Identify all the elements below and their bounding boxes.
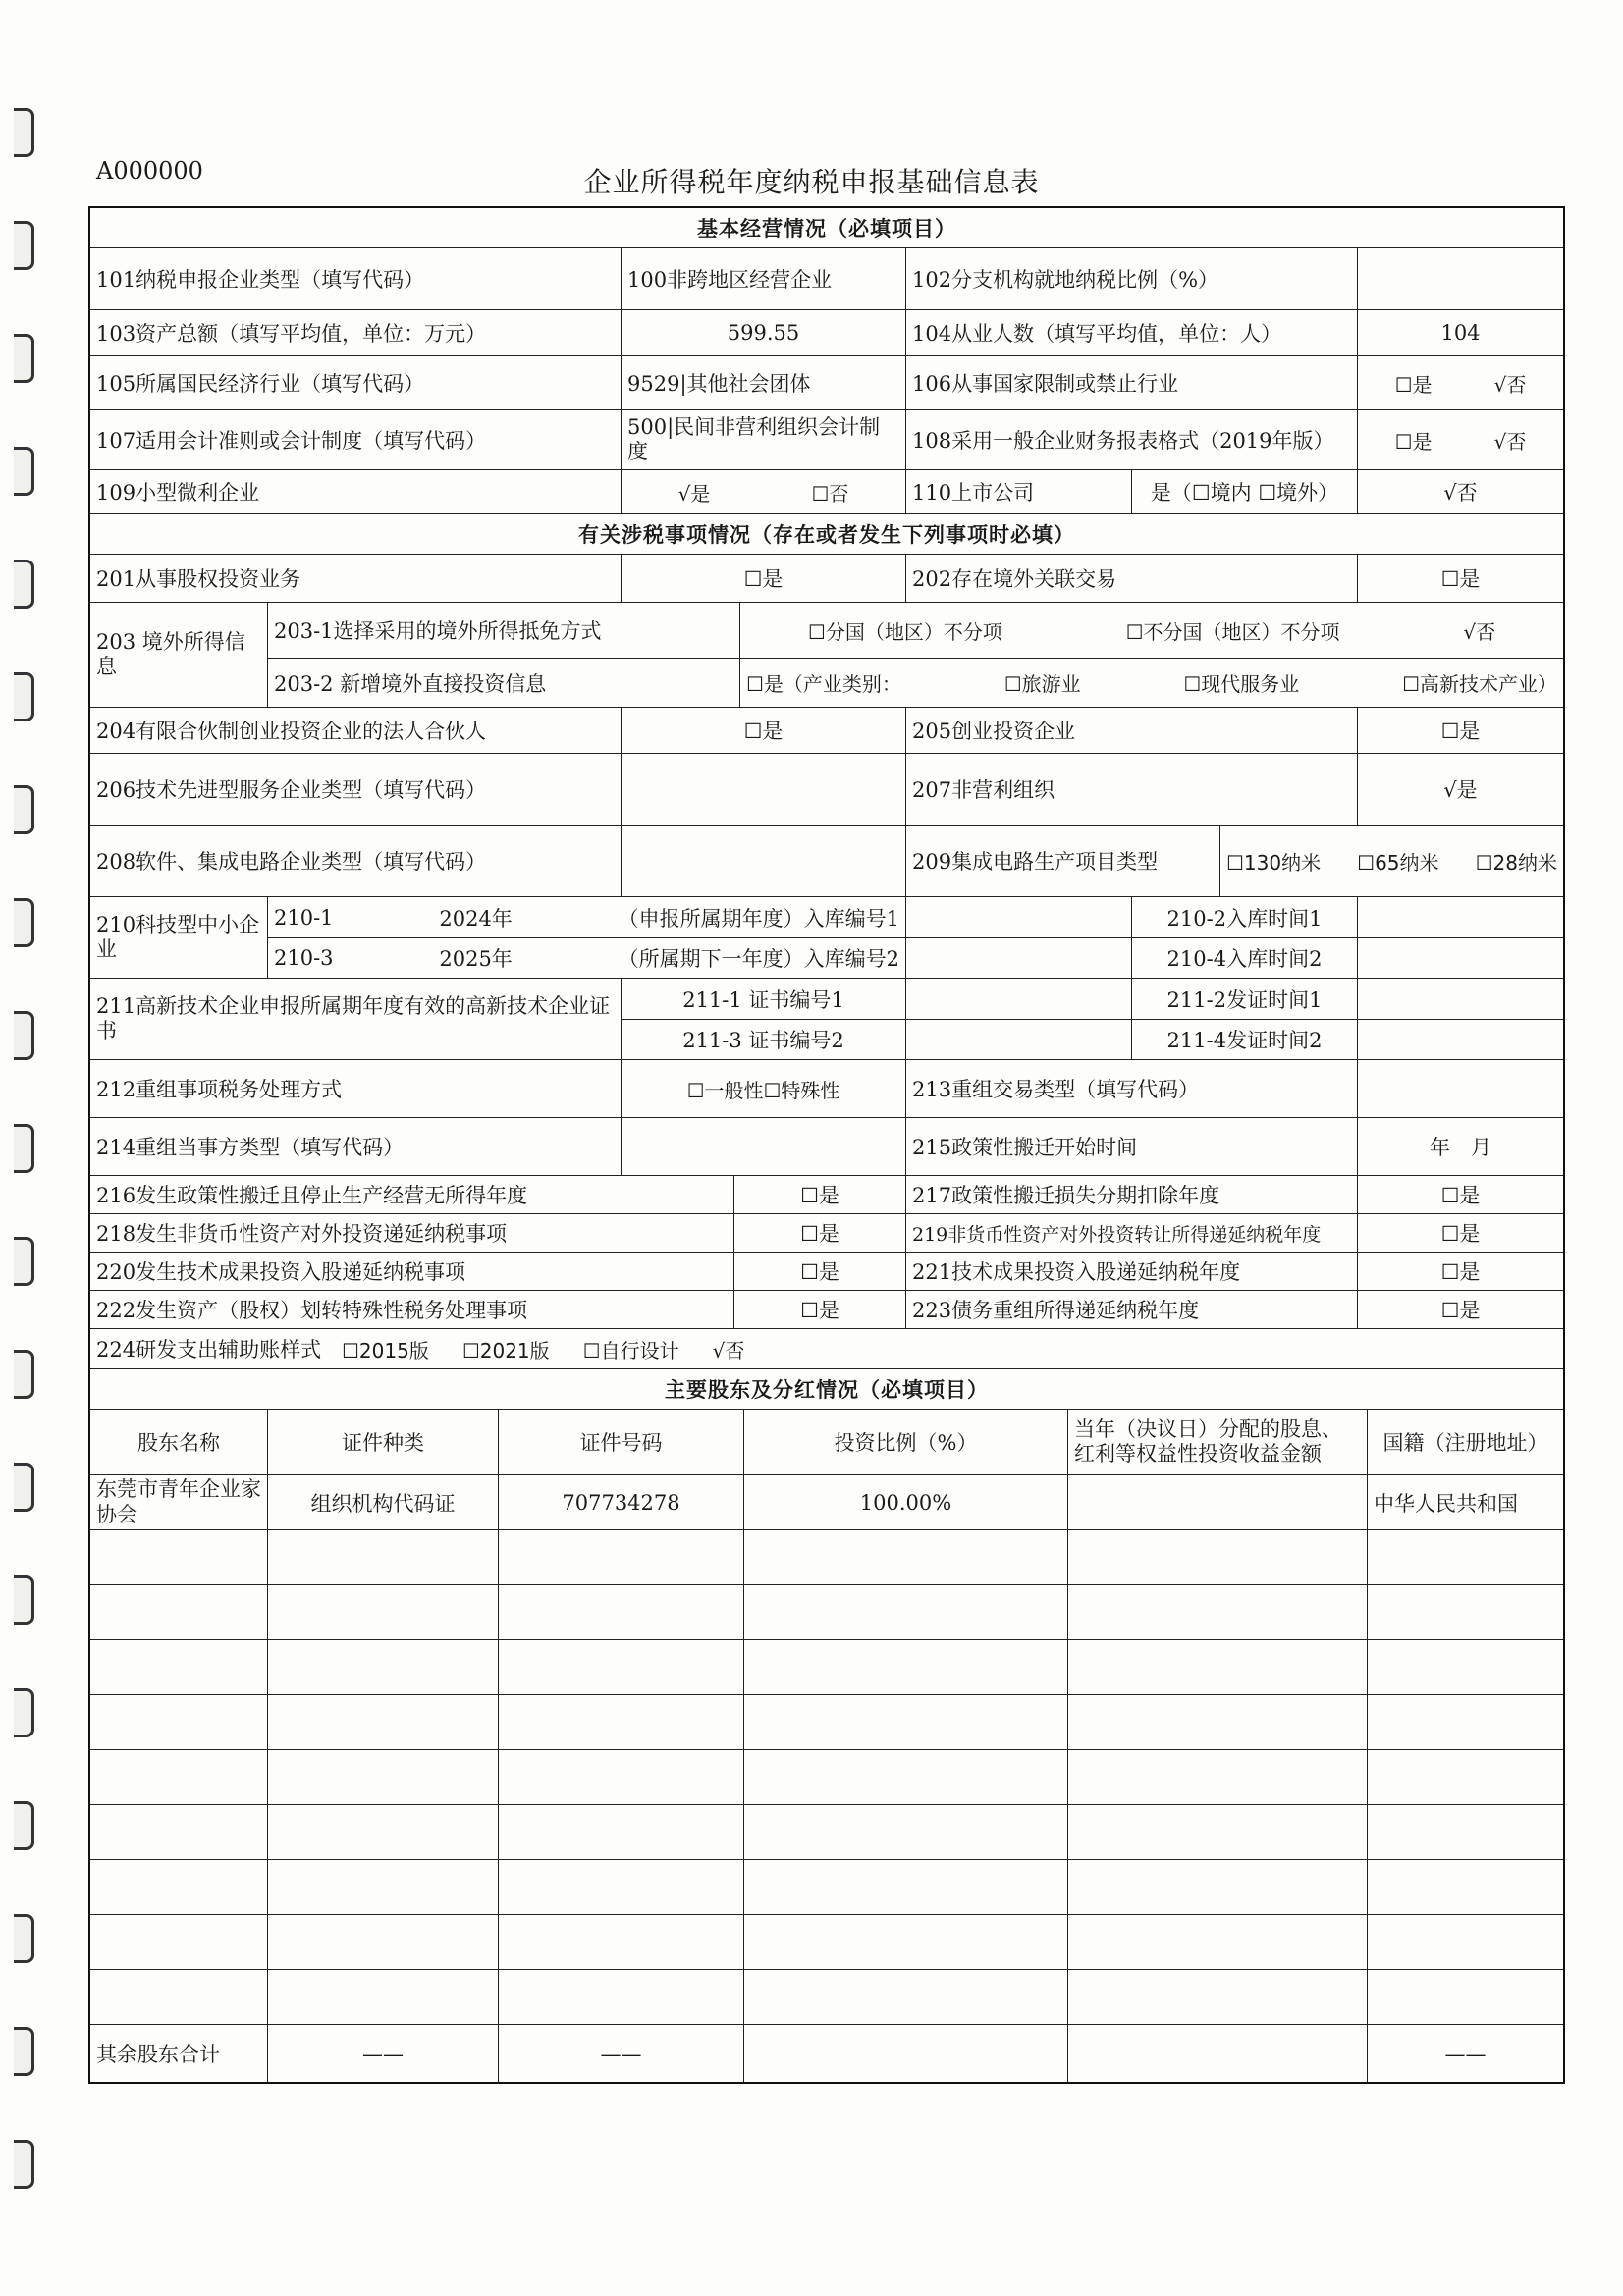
value-206[interactable] bbox=[621, 754, 905, 825]
id-number[interactable] bbox=[498, 1585, 743, 1639]
nationality[interactable] bbox=[1367, 1860, 1563, 1914]
dividend-amount[interactable] bbox=[1067, 1695, 1367, 1749]
table-row bbox=[90, 1474, 1563, 1529]
label-215: 215政策性搬迁开始时间 bbox=[905, 1118, 1357, 1175]
tax-info-form bbox=[88, 206, 1565, 2084]
value-101[interactable]: 100非跨地区经营企业 bbox=[621, 248, 905, 309]
checkbox-207[interactable]: √是 bbox=[1357, 754, 1563, 825]
choice-224 bbox=[336, 1329, 1563, 1368]
checkbox-2015[interactable]: ☐2015版 bbox=[342, 1338, 429, 1362]
group-210-times bbox=[1131, 897, 1357, 978]
checkbox-218[interactable]: ☐是 bbox=[733, 1214, 905, 1252]
col-header-id-type: 证件种类 bbox=[267, 1410, 498, 1474]
checkbox-self-designed[interactable]: ☐自行设计 bbox=[582, 1338, 679, 1362]
year-210-3: 2025年 bbox=[439, 947, 513, 971]
binding-ring bbox=[14, 1688, 34, 1737]
checkbox-no[interactable]: ☐否 bbox=[811, 481, 849, 506]
nationality[interactable] bbox=[1367, 1695, 1563, 1749]
checkbox-201[interactable]: ☐是 bbox=[621, 555, 905, 602]
shareholder-name[interactable] bbox=[90, 1970, 267, 2024]
label-212: 212重组事项税务处理方式 bbox=[96, 1078, 343, 1101]
section-header-basic bbox=[90, 208, 1563, 247]
shareholder-name[interactable] bbox=[90, 1860, 267, 1914]
shareholder-name[interactable] bbox=[90, 1695, 267, 1749]
investment-ratio[interactable] bbox=[743, 1915, 1067, 1969]
section-header-shareholders bbox=[90, 1368, 1563, 1409]
checkbox-no[interactable]: √否 bbox=[1493, 372, 1527, 397]
checkbox-65nm[interactable]: ☐65纳米 bbox=[1357, 850, 1439, 875]
id-number[interactable] bbox=[498, 1805, 743, 1859]
page-title: 企业所得税年度纳税申报基础信息表 bbox=[583, 166, 1040, 198]
investment-ratio[interactable] bbox=[743, 1970, 1067, 2024]
id-type[interactable] bbox=[267, 1860, 498, 1914]
id-type[interactable] bbox=[267, 1695, 498, 1749]
dividend-amount[interactable] bbox=[1067, 1585, 1367, 1639]
choice-212[interactable]: ☐一般性☐特殊性 bbox=[621, 1060, 905, 1117]
value-211-times[interactable] bbox=[1357, 979, 1563, 1059]
value-105[interactable]: 9529|其他社会团体 bbox=[621, 356, 905, 409]
checkbox-no[interactable]: √否 bbox=[1493, 429, 1527, 454]
shareholder-name[interactable] bbox=[90, 1750, 267, 1804]
label-108: 108采用一般企业财务报表格式（2019年版） bbox=[905, 410, 1357, 469]
dividend-amount[interactable] bbox=[1067, 1860, 1367, 1914]
binding-ring bbox=[14, 1801, 34, 1850]
table-row bbox=[90, 1749, 1563, 1804]
id-number[interactable] bbox=[498, 1530, 743, 1584]
label-207: 207非营利组织 bbox=[905, 754, 1357, 825]
table-row bbox=[90, 1529, 1563, 1584]
col-header-id-number: 证件号码 bbox=[498, 1410, 743, 1474]
row-201 bbox=[90, 554, 1563, 602]
label-218: 218发生非货币性资产对外投资递延纳税事项 bbox=[96, 1222, 508, 1246]
group-210-numbers bbox=[267, 897, 905, 978]
table-row bbox=[90, 1639, 1563, 1694]
checkbox-204[interactable]: ☐是 bbox=[621, 708, 905, 753]
id-number[interactable]: 707734278 bbox=[498, 1475, 743, 1529]
value-214[interactable] bbox=[621, 1118, 905, 1175]
label-214: 214重组当事方类型（填写代码） bbox=[96, 1136, 405, 1159]
shareholder-name[interactable]: 东莞市青年企业家协会 bbox=[96, 1477, 261, 1526]
checkbox-high-tech[interactable]: ☐高新技术产业） bbox=[1402, 672, 1557, 696]
row-220 bbox=[90, 1252, 1563, 1290]
binding-ring bbox=[14, 560, 34, 609]
checkbox-221[interactable]: ☐是 bbox=[1357, 1253, 1563, 1290]
binding-ring bbox=[14, 1575, 34, 1625]
checkbox-219[interactable]: ☐是 bbox=[1357, 1214, 1563, 1252]
year-210-1: 2024年 bbox=[439, 906, 513, 931]
checkbox-yes[interactable]: ☐是 bbox=[1394, 372, 1433, 397]
row-210-1 bbox=[268, 897, 905, 937]
label-210-4: 210-4入库时间2 bbox=[1166, 947, 1323, 971]
label-211-4: 211-4发证时间2 bbox=[1166, 1029, 1323, 1052]
binding-ring bbox=[14, 447, 34, 496]
binding-ring bbox=[14, 1350, 34, 1399]
section-header-tax-matters bbox=[90, 513, 1563, 554]
label-208: 208软件、集成电路企业类型（填写代码） bbox=[96, 850, 487, 874]
value-213[interactable] bbox=[1357, 1060, 1563, 1117]
binding-ring bbox=[14, 1914, 34, 1963]
table-row bbox=[90, 1969, 1563, 2024]
label-222: 222发生资产（股权）划转特殊性税务处理事项 bbox=[96, 1299, 528, 1322]
binding-ring bbox=[14, 785, 34, 834]
table-row bbox=[90, 1859, 1563, 1914]
id-type[interactable] bbox=[267, 1640, 498, 1694]
checkbox-2021[interactable]: ☐2021版 bbox=[461, 1338, 550, 1362]
col-header-nationality: 国籍（注册地址） bbox=[1367, 1410, 1563, 1474]
binding-ring bbox=[14, 1124, 34, 1173]
label-210-1: 210-1 bbox=[274, 905, 334, 930]
shareholder-name[interactable] bbox=[90, 1640, 267, 1694]
id-type[interactable] bbox=[267, 1805, 498, 1859]
total-dividend[interactable] bbox=[1067, 2025, 1367, 2082]
id-number[interactable] bbox=[498, 1915, 743, 1969]
investment-ratio[interactable] bbox=[743, 1640, 1067, 1694]
nationality[interactable] bbox=[1367, 1640, 1563, 1694]
label-221: 221技术成果投资入股递延纳税年度 bbox=[905, 1253, 1357, 1290]
section-title: 基本经营情况（必填项目） bbox=[697, 216, 956, 240]
id-number[interactable] bbox=[498, 1695, 743, 1749]
table-row bbox=[90, 1914, 1563, 1969]
label-216: 216发生政策性搬迁且停止生产经营无所得年度 bbox=[96, 1184, 528, 1207]
total-label: 其余股东合计 bbox=[96, 2043, 220, 2066]
choice-203-2 bbox=[739, 659, 1563, 707]
label-206: 206技术先进型服务企业类型（填写代码） bbox=[96, 778, 487, 802]
label-109: 109小型微利企业 bbox=[96, 481, 260, 505]
id-number[interactable] bbox=[498, 1750, 743, 1804]
checkbox-28nm[interactable]: ☐28纳米 bbox=[1475, 850, 1557, 875]
divider bbox=[1358, 1019, 1563, 1020]
investment-ratio[interactable] bbox=[743, 1750, 1067, 1804]
checkbox-222[interactable]: ☐是 bbox=[733, 1291, 905, 1328]
checkbox-no[interactable]: √否 bbox=[712, 1338, 745, 1362]
checkbox-yes[interactable]: ☐是 bbox=[1394, 429, 1433, 454]
id-number[interactable] bbox=[498, 1640, 743, 1694]
label-203: 203 境外所得信息 bbox=[96, 629, 245, 678]
nationality[interactable] bbox=[1367, 1750, 1563, 1804]
desc-210-1: （申报所属期年度）入库编号1 bbox=[618, 906, 899, 931]
investment-ratio[interactable] bbox=[743, 1695, 1067, 1749]
binding-ring bbox=[14, 1463, 34, 1512]
investment-ratio[interactable] bbox=[743, 1805, 1067, 1859]
section-title: 有关涉税事项情况（存在或者发生下列事项时必填） bbox=[578, 522, 1075, 547]
investment-ratio[interactable] bbox=[743, 1860, 1067, 1914]
id-type[interactable]: 组织机构代码证 bbox=[267, 1475, 498, 1529]
row-204 bbox=[90, 707, 1563, 753]
id-number[interactable] bbox=[498, 1860, 743, 1914]
investment-ratio[interactable] bbox=[743, 1530, 1067, 1584]
row-103 bbox=[90, 309, 1563, 355]
label-102: 102分支机构就地纳税比例（%） bbox=[905, 248, 1357, 309]
id-type[interactable] bbox=[267, 1585, 498, 1639]
binding-ring bbox=[14, 1237, 34, 1286]
nationality[interactable] bbox=[1367, 1970, 1563, 2024]
binding-ring bbox=[14, 898, 34, 947]
label-209: 209集成电路生产项目类型 bbox=[905, 826, 1219, 896]
id-number[interactable] bbox=[498, 1970, 743, 2024]
label-217: 217政策性搬迁损失分期扣除年度 bbox=[905, 1176, 1357, 1213]
shareholder-name[interactable] bbox=[90, 1915, 267, 1969]
investment-ratio[interactable]: 100.00% bbox=[743, 1475, 1067, 1529]
checkbox-223[interactable]: ☐是 bbox=[1357, 1291, 1563, 1328]
binding-ring bbox=[14, 2027, 34, 2076]
value-215[interactable]: 年 月 bbox=[1357, 1118, 1563, 1175]
row-105 bbox=[90, 355, 1563, 409]
label-210-3: 210-3 bbox=[274, 946, 334, 970]
checkbox-no[interactable]: √否 bbox=[1463, 619, 1496, 644]
label-107: 107适用会计准则或会计制度（填写代码） bbox=[96, 429, 487, 453]
group-211-times bbox=[1131, 979, 1357, 1059]
col-header-dividend: 当年（决议日）分配的股息、红利等权益性投资收益金额 bbox=[1067, 1410, 1367, 1474]
id-type[interactable] bbox=[267, 1970, 498, 2024]
table-row bbox=[90, 1584, 1563, 1639]
total-row bbox=[90, 2024, 1563, 2082]
row-203 bbox=[90, 602, 1563, 707]
row-203-2 bbox=[268, 659, 1563, 707]
label-101: 101纳税申报企业类型（填写代码） bbox=[96, 268, 425, 292]
row-214 bbox=[90, 1117, 1563, 1175]
row-208 bbox=[90, 825, 1563, 896]
row-203-1 bbox=[268, 603, 1563, 658]
label-211-2: 211-2发证时间1 bbox=[1166, 988, 1323, 1012]
row-212 bbox=[90, 1059, 1563, 1117]
col-header-name: 股东名称 bbox=[137, 1431, 220, 1455]
nationality[interactable] bbox=[1367, 1530, 1563, 1584]
nationality[interactable] bbox=[1367, 1805, 1563, 1859]
binding-rings bbox=[0, 0, 49, 2296]
row-216 bbox=[90, 1175, 1563, 1213]
label-211-3: 211-3 证书编号2 bbox=[682, 1029, 844, 1052]
checkbox-220[interactable]: ☐是 bbox=[733, 1253, 905, 1290]
total-ratio[interactable] bbox=[743, 2025, 1067, 2082]
row-224 bbox=[90, 1328, 1563, 1368]
total-id-type: —— bbox=[267, 2025, 498, 2082]
label-203-2: 203-2 新增境外直接投资信息 bbox=[274, 671, 547, 696]
row-109 bbox=[90, 469, 1563, 513]
label-203-1: 203-1选择采用的境外所得抵免方式 bbox=[274, 619, 602, 643]
choice-209 bbox=[1219, 826, 1563, 896]
checkbox-202[interactable]: ☐是 bbox=[1357, 555, 1563, 602]
label-201: 201从事股权投资业务 bbox=[96, 567, 301, 591]
shareholder-name[interactable] bbox=[90, 1530, 267, 1584]
label-211-1: 211-1 证书编号1 bbox=[682, 988, 844, 1012]
divider bbox=[1358, 937, 1563, 938]
row-222 bbox=[90, 1290, 1563, 1328]
table-row bbox=[90, 1804, 1563, 1859]
shareholder-name[interactable] bbox=[90, 1805, 267, 1859]
dividend-amount[interactable] bbox=[1067, 1970, 1367, 2024]
form-code: A000000 bbox=[96, 157, 203, 185]
checkbox-by-country-no-item[interactable]: ☐分国（地区）不分项 bbox=[807, 619, 1002, 644]
id-type[interactable] bbox=[267, 1750, 498, 1804]
label-213: 213重组交易类型（填写代码） bbox=[905, 1060, 1357, 1117]
label-211: 211高新技术企业申报所属期年度有效的高新技术企业证书 bbox=[96, 993, 611, 1042]
shareholder-name[interactable] bbox=[90, 1585, 267, 1639]
dividend-amount[interactable] bbox=[1067, 1805, 1367, 1859]
checkbox-205[interactable]: ☐是 bbox=[1357, 708, 1563, 753]
dividend-amount[interactable] bbox=[1067, 1640, 1367, 1694]
binding-ring bbox=[14, 221, 34, 270]
value-102[interactable] bbox=[1357, 248, 1563, 309]
value-210-numbers[interactable] bbox=[905, 897, 1131, 978]
value-208[interactable] bbox=[621, 826, 905, 896]
id-type[interactable] bbox=[267, 1530, 498, 1584]
dividend-amount[interactable] bbox=[1067, 1915, 1367, 1969]
value-104[interactable]: 104 bbox=[1357, 310, 1563, 355]
binding-ring bbox=[14, 108, 34, 157]
shareholder-header-row bbox=[90, 1409, 1563, 1474]
label-103: 103资产总额（填写平均值，单位：万元） bbox=[96, 322, 487, 346]
label-106: 106从事国家限制或禁止行业 bbox=[905, 356, 1357, 409]
choice-110-listed[interactable]: 是（☐境内 ☐境外） bbox=[1131, 470, 1357, 513]
label-223: 223债务重组所得递延纳税年度 bbox=[905, 1291, 1357, 1328]
binding-ring bbox=[14, 334, 34, 383]
checkbox-yes[interactable]: √是 bbox=[677, 481, 711, 506]
label-210-2: 210-2入库时间1 bbox=[1166, 906, 1323, 931]
checkbox-tourism[interactable]: ☐旅游业 bbox=[1003, 672, 1081, 696]
row-210-3 bbox=[268, 938, 905, 978]
binding-ring bbox=[14, 672, 34, 721]
total-nationality: —— bbox=[1367, 2025, 1563, 2082]
row-210 bbox=[90, 896, 1563, 978]
total-id-number: —— bbox=[498, 2025, 743, 2082]
row-107 bbox=[90, 409, 1563, 469]
investment-ratio[interactable] bbox=[743, 1585, 1067, 1639]
label-105: 105所属国民经济行业（填写代码） bbox=[96, 372, 425, 396]
choice-203-1 bbox=[739, 603, 1563, 658]
label-219: 219非货币性资产对外投资转让所得递延纳税年度 bbox=[905, 1214, 1357, 1252]
row-101 bbox=[90, 247, 1563, 309]
divider bbox=[906, 1019, 1131, 1020]
choice-108 bbox=[1357, 410, 1563, 469]
checkbox-modern-service[interactable]: ☐现代服务业 bbox=[1183, 672, 1300, 696]
choice-109 bbox=[621, 470, 905, 513]
group-203 bbox=[267, 603, 1563, 707]
checkbox-216[interactable]: ☐是 bbox=[733, 1176, 905, 1213]
label-210: 210科技型中小企业 bbox=[96, 912, 260, 961]
binding-ring bbox=[14, 2140, 34, 2189]
group-211-numbers bbox=[621, 979, 905, 1059]
divider bbox=[906, 937, 1131, 938]
checkbox-no-country-no-item[interactable]: ☐不分国（地区）不分项 bbox=[1125, 619, 1340, 644]
label-224: 224研发支出辅助账样式 bbox=[96, 1338, 322, 1362]
desc-210-3: （所属期下一年度）入库编号2 bbox=[618, 947, 899, 971]
checkbox-industry-yes[interactable]: ☐是（产业类别： bbox=[746, 672, 901, 696]
section-title: 主要股东及分红情况（必填项目） bbox=[665, 1377, 989, 1402]
value-103[interactable]: 599.55 bbox=[621, 310, 905, 355]
label-104: 104从业人数（填写平均值，单位：人） bbox=[905, 310, 1357, 355]
nationality[interactable] bbox=[1367, 1915, 1563, 1969]
label-205: 205创业投资企业 bbox=[905, 708, 1357, 753]
nationality[interactable]: 中华人民共和国 bbox=[1367, 1475, 1563, 1529]
choice-106 bbox=[1357, 356, 1563, 409]
label-204: 204有限合伙制创业投资企业的法人合伙人 bbox=[96, 720, 487, 743]
label-220: 220发生技术成果投资入股递延纳税事项 bbox=[96, 1260, 466, 1284]
row-211 bbox=[90, 978, 1563, 1059]
checkbox-130nm[interactable]: ☐130纳米 bbox=[1226, 850, 1322, 875]
col-header-ratio: 投资比例（%） bbox=[743, 1410, 1067, 1474]
dividend-amount[interactable] bbox=[1067, 1475, 1367, 1529]
dividend-amount[interactable] bbox=[1067, 1530, 1367, 1584]
row-218 bbox=[90, 1213, 1563, 1252]
checkbox-no[interactable]: √否 bbox=[1357, 470, 1563, 513]
label-110: 110上市公司 bbox=[905, 470, 1131, 513]
value-210-times[interactable] bbox=[1357, 897, 1563, 978]
nationality[interactable] bbox=[1367, 1585, 1563, 1639]
value-211-numbers[interactable] bbox=[905, 979, 1131, 1059]
id-type[interactable] bbox=[267, 1915, 498, 1969]
row-206 bbox=[90, 753, 1563, 825]
checkbox-217[interactable]: ☐是 bbox=[1357, 1176, 1563, 1213]
binding-ring bbox=[14, 1011, 34, 1060]
table-row bbox=[90, 1694, 1563, 1749]
label-202: 202存在境外关联交易 bbox=[905, 555, 1357, 602]
value-107[interactable]: 500|民间非营利组织会计制度 bbox=[621, 410, 905, 469]
dividend-amount[interactable] bbox=[1067, 1750, 1367, 1804]
